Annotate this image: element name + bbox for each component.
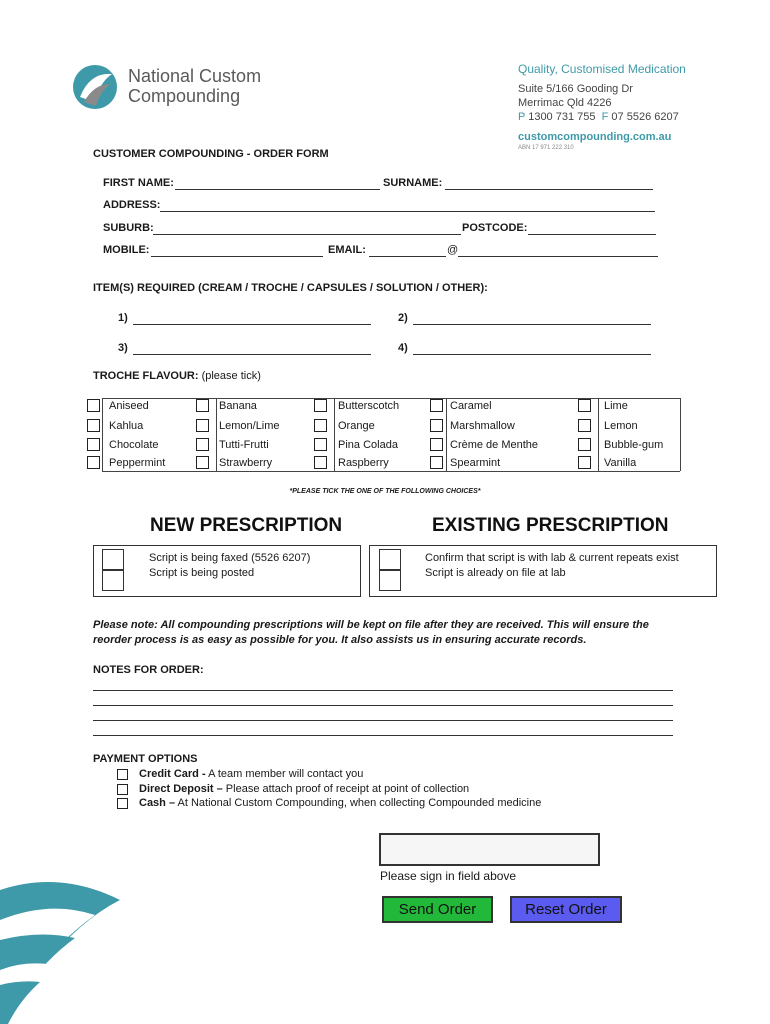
phone-prefix: P xyxy=(518,111,526,123)
flavour-checkbox[interactable] xyxy=(87,399,100,412)
email-user-field[interactable] xyxy=(369,256,446,257)
table-border-top xyxy=(102,398,680,399)
item4-label: 4) xyxy=(398,342,408,354)
new-rx-checkbox-posted[interactable] xyxy=(102,570,124,591)
flavour-label: Lemon/Lime xyxy=(219,420,280,432)
flavour-label: Pina Colada xyxy=(338,439,398,451)
postcode-label: POSTCODE: xyxy=(462,222,528,234)
flavour-checkbox[interactable] xyxy=(314,419,327,432)
item1-field[interactable] xyxy=(133,324,371,325)
address-line2: Merrimac Qld 4226 xyxy=(518,97,612,109)
flavour-label: Spearmint xyxy=(450,457,501,469)
flavour-checkbox[interactable] xyxy=(314,399,327,412)
email-at: @ xyxy=(447,244,459,256)
table-column-line xyxy=(598,398,599,471)
suburb-label: SUBURB: xyxy=(103,222,154,234)
flavour-checkbox[interactable] xyxy=(430,438,443,451)
flavour-checkbox[interactable] xyxy=(314,456,327,469)
email-domain-field[interactable] xyxy=(458,256,658,257)
flavour-checkbox[interactable] xyxy=(196,419,209,432)
items-heading: ITEM(S) REQUIRED (CREAM / TROCHE / CAPSULES / SOLUTION / OTHER): xyxy=(93,282,488,294)
flavour-label: Butterscotch xyxy=(338,400,400,412)
flavour-label: Caramel xyxy=(450,400,492,412)
surname-field[interactable] xyxy=(445,189,653,190)
flavour-checkbox[interactable] xyxy=(196,456,209,469)
website: customcompounding.com.au xyxy=(518,131,672,143)
address-line1: Suite 5/166 Gooding Dr xyxy=(518,83,633,95)
postcode-field[interactable] xyxy=(528,234,656,235)
item2-field[interactable] xyxy=(413,324,651,325)
flavour-checkbox[interactable] xyxy=(430,456,443,469)
brand-name-line2: Compounding xyxy=(128,86,241,106)
payment-option-credit xyxy=(139,768,363,780)
table-border-bottom xyxy=(102,471,680,472)
notes-line-1[interactable] xyxy=(93,690,673,691)
brand-name-line1: National Custom xyxy=(128,66,262,86)
flavour-checkbox[interactable] xyxy=(430,419,443,432)
notes-line-3[interactable] xyxy=(93,720,673,721)
notes-line-2[interactable] xyxy=(93,705,673,706)
flavour-label: Marshmallow xyxy=(450,420,515,432)
flavour-label: Lime xyxy=(604,400,628,412)
flavour-label: Chocolate xyxy=(109,439,159,451)
payment-checkbox-cash[interactable] xyxy=(117,798,128,809)
send-order-button[interactable]: Send Order xyxy=(382,896,493,923)
payment-credit-label: Credit Card - xyxy=(139,768,206,780)
flavour-label: Raspberry xyxy=(338,457,389,469)
flavour-checkbox[interactable] xyxy=(578,456,591,469)
payment-heading: PAYMENT OPTIONS xyxy=(93,753,198,765)
flavour-label: Crème de Menthe xyxy=(450,439,539,451)
flavour-checkbox[interactable] xyxy=(578,419,591,432)
note-line1: Please note: All compounding prescriptions will be kept on file after they are received. This will ensure the xyxy=(93,619,649,631)
flavour-checkbox[interactable] xyxy=(430,399,443,412)
flavour-label: Kahlua xyxy=(109,420,144,432)
payment-credit-desc: A team member will contact you xyxy=(205,768,364,780)
suburb-field[interactable] xyxy=(153,234,461,235)
payment-deposit-label: Direct Deposit – xyxy=(139,783,223,795)
item4-field[interactable] xyxy=(413,354,651,355)
flavour-label: Tutti-Frutti xyxy=(219,439,269,451)
flavour-label: Banana xyxy=(219,400,257,412)
table-column-line xyxy=(680,398,681,471)
table-column-line xyxy=(334,398,335,471)
table-column-line xyxy=(216,398,217,471)
surname-label: SURNAME: xyxy=(383,177,443,189)
phone-number: 1300 731 755 xyxy=(528,111,596,123)
payment-cash-desc: At National Custom Compounding, when collecting Compounded medicine xyxy=(175,797,542,809)
phone-fax xyxy=(518,110,686,124)
contact-block xyxy=(518,62,686,152)
new-prescription-title: NEW PRESCRIPTION xyxy=(150,515,343,536)
mobile-field[interactable] xyxy=(151,256,323,257)
new-rx-option-posted: Script is being posted xyxy=(149,567,255,579)
company-logo-icon xyxy=(70,62,120,112)
existing-rx-option-onfile: Script is already on file at lab xyxy=(425,567,566,579)
fax-prefix: F xyxy=(601,111,609,123)
flavour-checkbox[interactable] xyxy=(87,438,100,451)
signature-field[interactable] xyxy=(379,833,600,866)
sign-hint: Please sign in field above xyxy=(380,869,517,883)
existing-rx-option-confirm: Confirm that script is with lab & current repeats exist xyxy=(425,552,679,564)
first-name-field[interactable] xyxy=(175,189,380,190)
email-label: EMAIL: xyxy=(328,244,366,256)
flavour-label: Orange xyxy=(338,420,375,432)
flavour-heading xyxy=(93,370,261,382)
notes-heading: NOTES FOR ORDER: xyxy=(93,664,204,676)
tagline: Quality, Customised Medication xyxy=(518,62,686,76)
flavour-label: Bubble-gum xyxy=(604,439,664,451)
flavour-checkbox[interactable] xyxy=(314,438,327,451)
flavour-checkbox[interactable] xyxy=(87,419,100,432)
fax-number: 07 5526 6207 xyxy=(611,111,679,123)
flavour-heading-label: TROCHE FLAVOUR: xyxy=(93,370,199,382)
tick-note: *PLEASE TICK THE ONE OF THE FOLLOWING CHOICES* xyxy=(289,488,481,495)
new-rx-checkbox-faxed[interactable] xyxy=(102,549,124,570)
new-rx-option-faxed: Script is being faxed (5526 6207) xyxy=(149,552,311,564)
flavour-checkbox[interactable] xyxy=(578,438,591,451)
flavour-label: Aniseed xyxy=(109,400,149,412)
notes-line-4[interactable] xyxy=(93,735,673,736)
decorative-leaf-icon xyxy=(0,860,150,1024)
mobile-label: MOBILE: xyxy=(103,244,150,256)
existing-prescription-title: EXISTING PRESCRIPTION xyxy=(432,515,669,536)
flavour-checkbox[interactable] xyxy=(578,399,591,412)
payment-option-cash xyxy=(139,797,541,809)
payment-cash-label: Cash – xyxy=(139,797,176,809)
brand-name xyxy=(128,66,261,106)
flavour-label: Peppermint xyxy=(109,457,166,469)
existing-rx-checkbox-confirm[interactable] xyxy=(379,549,401,570)
item3-label: 3) xyxy=(118,342,128,354)
flavour-checkbox[interactable] xyxy=(196,399,209,412)
form-title: CUSTOMER COMPOUNDING - ORDER FORM xyxy=(93,148,329,160)
note-line2: reorder process is as easy as possible for you. It also assists us in ensuring accurate records. xyxy=(93,634,587,646)
existing-rx-checkbox-onfile[interactable] xyxy=(379,570,401,591)
flavour-hint: (please tick) xyxy=(201,370,261,382)
flavour-label: Lemon xyxy=(604,420,638,432)
payment-deposit-desc: Please attach proof of receipt at point of collection xyxy=(222,783,470,795)
address-field[interactable] xyxy=(160,211,655,212)
table-column-line xyxy=(102,398,103,471)
flavour-label: Vanilla xyxy=(604,457,637,469)
item2-label: 2) xyxy=(398,312,408,324)
first-name-label: FIRST NAME: xyxy=(103,177,174,189)
flavour-label: Strawberry xyxy=(219,457,273,469)
flavour-checkbox[interactable] xyxy=(87,456,100,469)
flavour-checkbox[interactable] xyxy=(196,438,209,451)
item3-field[interactable] xyxy=(133,354,371,355)
item1-label: 1) xyxy=(118,312,128,324)
reset-order-button[interactable]: Reset Order xyxy=(510,896,622,923)
abn: ABN 17 971 222 310 xyxy=(518,145,574,151)
payment-checkbox-deposit[interactable] xyxy=(117,784,128,795)
table-column-line xyxy=(446,398,447,471)
payment-checkbox-credit[interactable] xyxy=(117,769,128,780)
address-label: ADDRESS: xyxy=(103,199,161,211)
payment-option-deposit xyxy=(139,783,469,795)
